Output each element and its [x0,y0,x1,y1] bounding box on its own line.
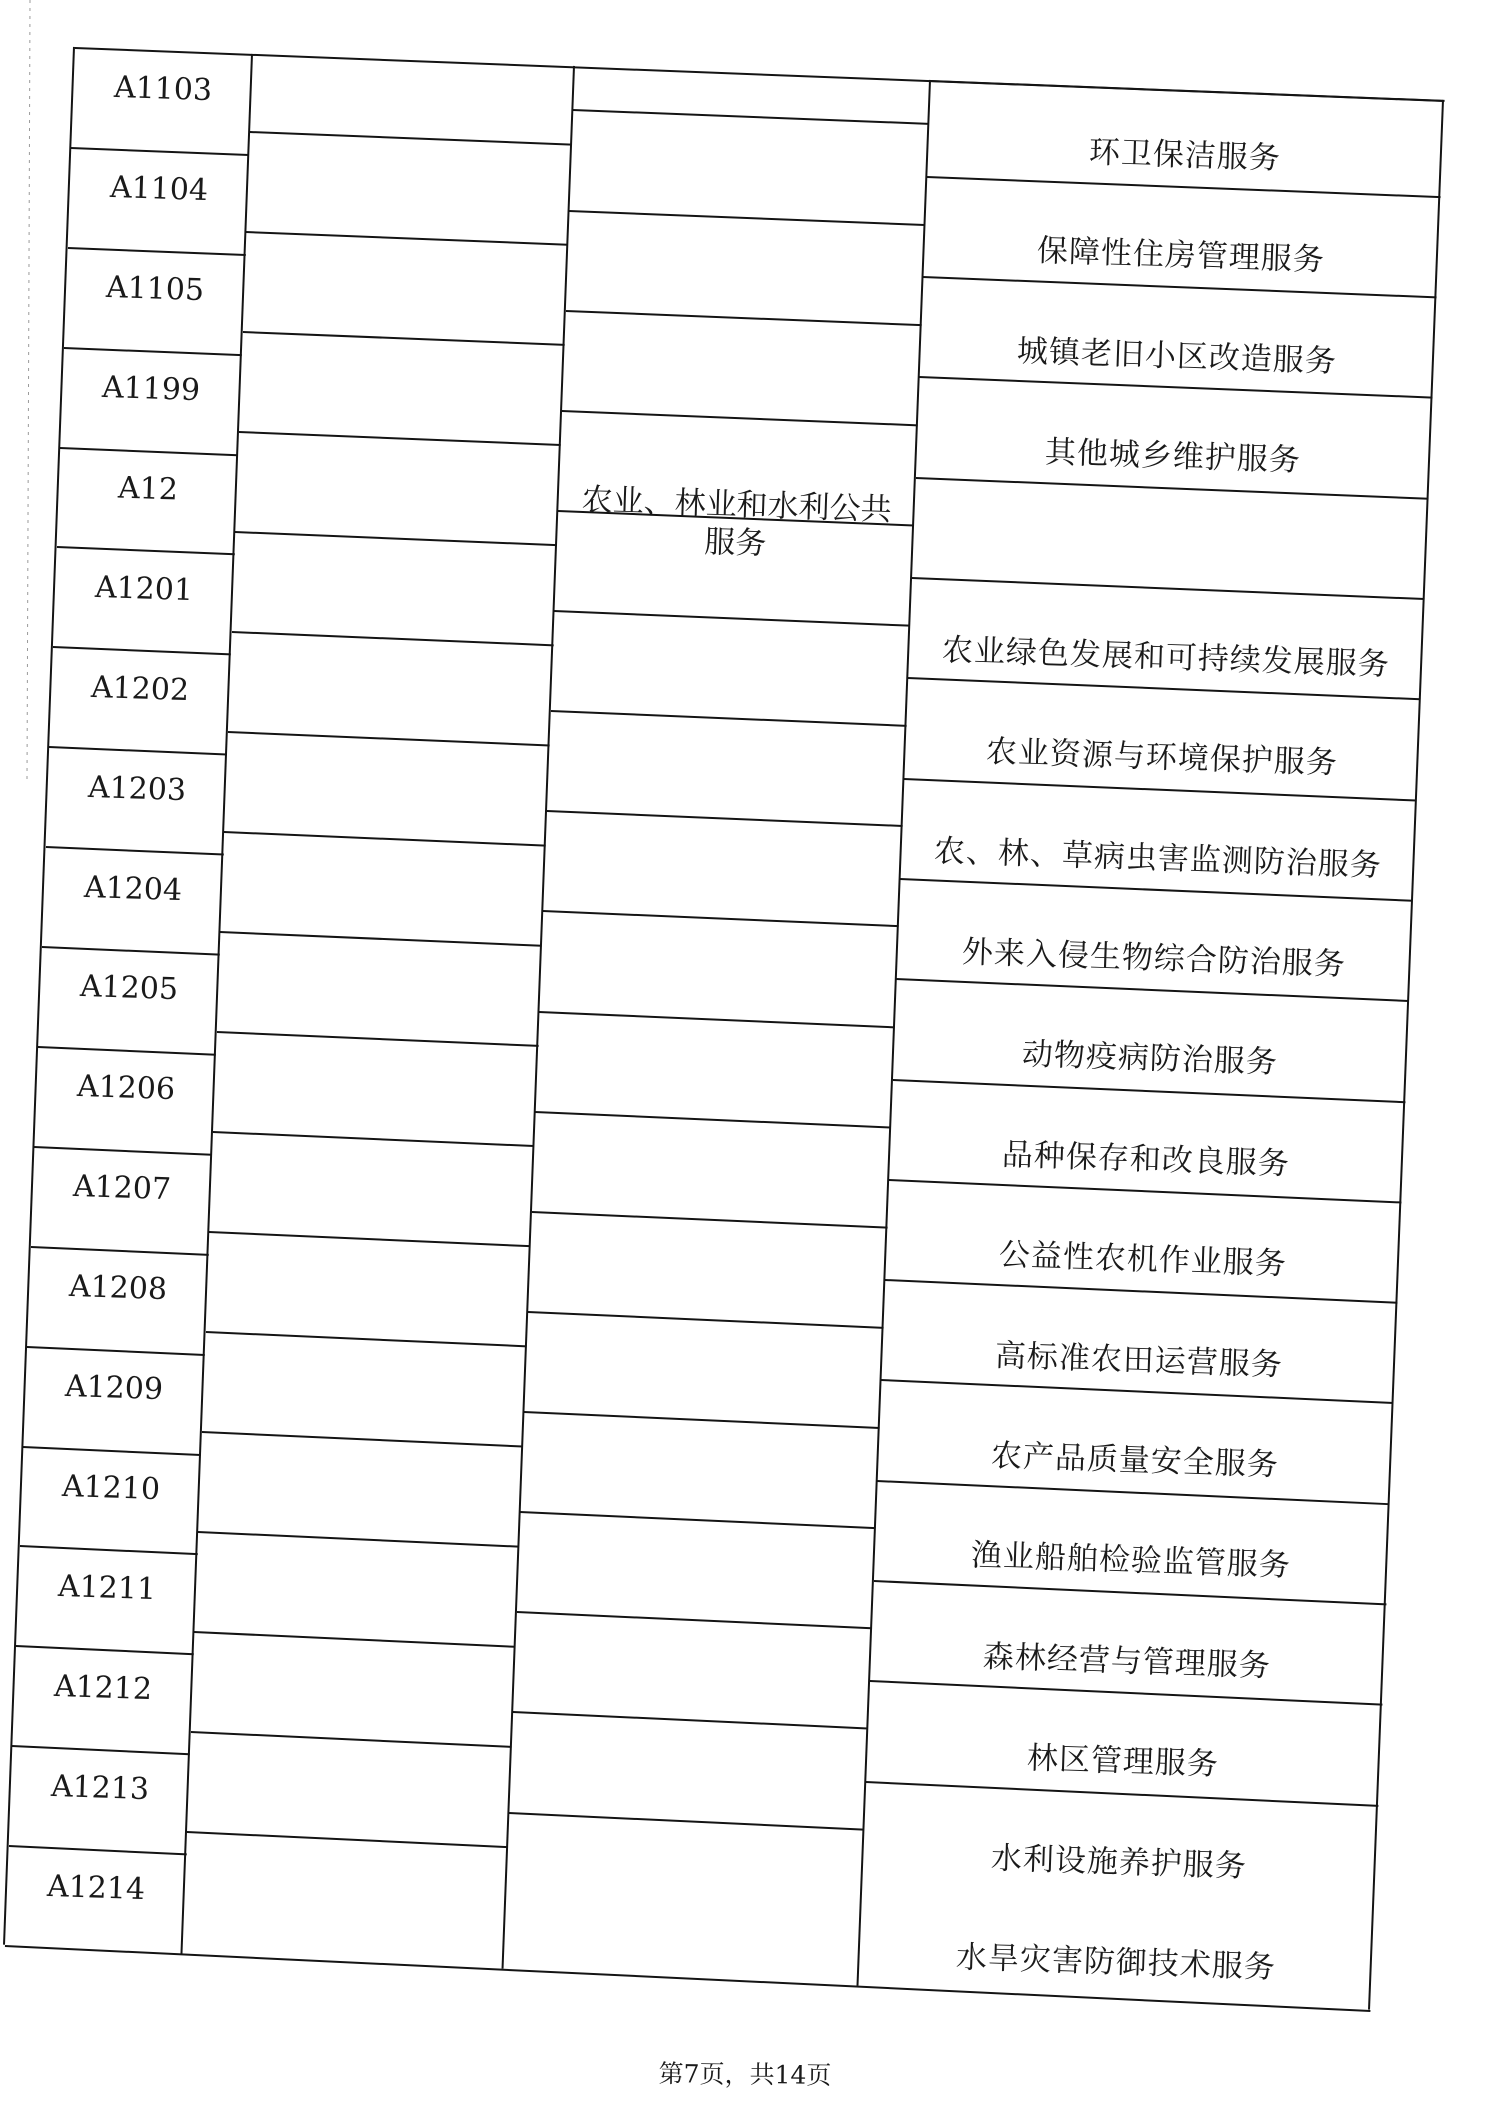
row-divider [881,1379,1393,1404]
service-item-name: 保障性住房管理服务 [1036,232,1326,279]
category-code: A1203 [87,769,187,808]
row-divider [513,1711,868,1729]
row-divider [209,1231,530,1247]
row-divider [528,1311,883,1329]
row-divider [31,1246,209,1256]
row-divider [877,1480,1389,1505]
service-item-name: 高标准农田运营服务 [994,1337,1284,1383]
category-group-name: 农业、林业和水利公共服务 [580,482,892,563]
row-divider [191,1731,512,1748]
row-divider [870,1680,1382,1706]
category-code: A12 [117,470,179,508]
service-item-name: 城镇老旧小区改造服务 [1016,332,1338,380]
row-divider [23,1446,201,1456]
row-divider [53,646,231,655]
row-divider [915,477,1428,500]
service-item-name: 渔业船舶检验监管服务 [970,1537,1292,1585]
row-divider [20,1545,198,1555]
row-divider [239,431,561,446]
service-item-name: 其他城乡维护服务 [1044,434,1302,479]
service-item-name: 森林经营与管理服务 [982,1638,1272,1685]
service-item-name: 环卫保洁服务 [1088,134,1282,177]
category-code: A1204 [83,869,183,908]
row-divider [16,1645,194,1655]
category-code: A1103 [112,69,213,109]
row-divider [45,846,223,856]
category-code: A1202 [90,669,190,708]
service-item-name: 水利设施养护服务 [990,1839,1248,1885]
row-divider [49,746,227,755]
category-code: A1201 [94,569,194,608]
row-divider [554,610,910,627]
row-divider [34,1146,212,1156]
row-divider [217,1031,538,1047]
row-divider [198,1531,519,1548]
service-item-name: 农产品质量安全服务 [990,1437,1280,1484]
category-code: A1206 [76,1069,176,1108]
row-divider [562,410,918,426]
service-item-name: 农业绿色发展和可持续发展服务 [941,631,1391,683]
row-divider [71,147,249,156]
row-divider [919,376,1432,399]
column-rule [1368,100,1444,2010]
row-divider [38,1046,216,1056]
binder-edge-marks [0,0,40,2104]
row-divider [60,447,238,456]
row-divider [246,231,568,246]
row-divider [885,1279,1398,1304]
category-code: A1105 [105,269,205,309]
row-divider [569,210,925,226]
row-divider [573,109,929,125]
row-divider [228,731,549,746]
row-divider [532,1211,887,1229]
category-code: A1210 [61,1468,161,1508]
category-code: A1208 [68,1269,168,1308]
row-divider [517,1611,872,1629]
column-rule [856,80,930,1986]
column-rule [180,54,253,1954]
row-divider [220,931,541,947]
row-divider [539,1011,895,1028]
service-item-name: 公益性农机作业服务 [997,1236,1287,1283]
row-divider [520,1511,875,1529]
row-divider [873,1580,1385,1605]
row-divider [194,1631,515,1648]
row-divider [893,1079,1406,1103]
row-divider [866,1781,1378,1807]
row-divider [224,831,545,847]
row-divider [56,546,234,555]
row-divider [231,631,553,646]
row-divider [524,1411,879,1429]
row-divider [912,577,1425,600]
row-divider [550,710,906,727]
row-divider [509,1812,864,1831]
service-item-name: 品种保存和改良服务 [1001,1136,1291,1183]
row-divider [547,810,903,827]
service-item-name: 动物疫病防治服务 [1021,1036,1279,1082]
row-divider [543,910,899,927]
row-divider [565,310,921,326]
row-divider [904,778,1417,802]
row-divider [235,531,557,546]
service-item-name: 林区管理服务 [1026,1740,1220,1783]
row-divider [923,276,1436,298]
column-rule [501,66,574,1968]
category-code: A1212 [53,1668,153,1708]
row-divider [187,1831,508,1848]
category-code: A1213 [50,1768,150,1808]
category-code: A1104 [109,169,209,209]
row-divider [27,1346,205,1356]
service-item-name: 农、林、草病虫害监测防治服务 [933,832,1383,884]
category-code: A1199 [101,369,202,408]
row-divider [243,331,565,346]
row-divider [205,1331,526,1347]
category-code: A1207 [72,1169,172,1208]
service-item-name: 水旱灾害防御技术服务 [954,1939,1276,1986]
row-divider [202,1431,523,1447]
service-item-name: 外来入侵生物综合防治服务 [961,934,1347,983]
category-code: A1209 [64,1369,165,1408]
row-divider [535,1111,890,1128]
row-divider [42,946,220,956]
row-divider [931,80,1444,102]
row-divider [889,1179,1402,1203]
row-divider [927,176,1440,198]
category-code: A1205 [79,969,179,1008]
row-divider [213,1131,534,1147]
service-item-name: 农业资源与环境保护服务 [985,733,1339,782]
row-divider [64,347,242,356]
page-footer: 第7页，共14页 [658,2059,832,2090]
row-divider [68,247,246,256]
category-code: A1211 [57,1568,157,1608]
row-divider [250,131,572,146]
category-code: A1214 [46,1868,146,1907]
